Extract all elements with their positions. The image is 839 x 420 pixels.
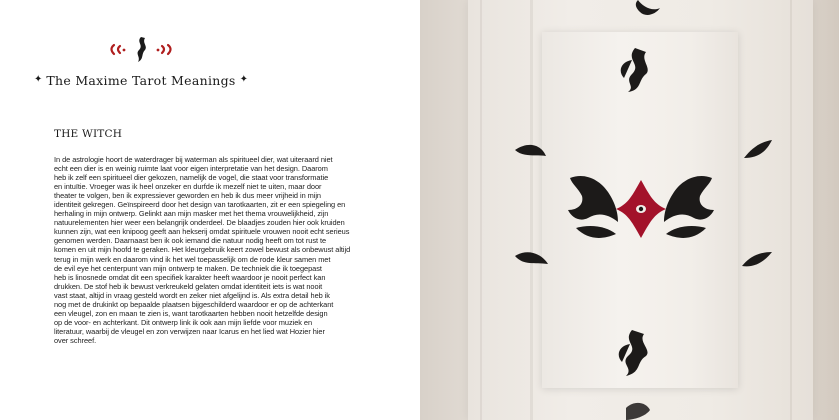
bird-emblem-icon	[108, 34, 174, 64]
article-body-line: herhaling in mijn ontwerp. Gelinkt aan mijn masker met het thema vrouwelijkheid, zijn	[54, 209, 329, 219]
article-body-line: In de astrologie hoort de waterdrager bij waterman als spiritueel dier, wat uiteraard niet	[54, 155, 333, 164]
linocut-print	[420, 0, 839, 420]
article-body-line: heb is linosnede omdat dit een specifiek karakter heeft waardoor je nooit perfect kan	[54, 272, 326, 282]
left-leaf-upper	[515, 145, 546, 156]
sparkle-icon: ✦	[34, 74, 43, 85]
article-body-line: echt een dier is en weinig ruimte laat voor eigen interpretatie van het design. Daarom	[54, 164, 328, 174]
article-body-line: en intuïtie. Vroeger was ik heel onzeker en durfde ik mezelf niet te uiten, maar door	[54, 182, 322, 192]
article-body-line: heb ik zelf een spiritueel dier gekozen, namelijk de vogel, die staat voor transformatie	[54, 173, 329, 183]
left-bird-wing	[576, 226, 616, 238]
top-edge-flame	[636, 0, 660, 15]
left-bird	[568, 176, 618, 222]
left-leaf-lower	[515, 252, 548, 264]
right-leaf-upper	[744, 140, 772, 158]
right-leaf-lower	[742, 252, 772, 266]
lower-flame-motif	[619, 330, 648, 376]
article-body-line: een vleugel, zon en maan te zien is, want tarotkaarten hebben nooit hetzelfde design	[54, 308, 328, 318]
sparkle-icon: ✦	[239, 74, 248, 85]
article-body-line: vast staat, altijd in vraag gesteld wordt en zeker niet afgelijnd is. Als extra detail heb ik	[54, 290, 330, 300]
article-body-line: terug in mijn werk en daarom vind ik het wel toepasselijk om de rode kleur samen met	[54, 254, 331, 264]
article-body-line: literatuur, waarbij de vleugel en zon verwijzen naar Icarus en het lied wat Hozier hier	[54, 326, 325, 336]
article-body-line: natuurelementen hier weer een belangrijk onderdeel. De blaadjes zouden hier ook kruiden	[54, 218, 345, 228]
article-body-line: drukken. De stof heb ik bewust verkreukeld gelaten omdat identiteit iets is wat nooit	[54, 281, 323, 291]
site-title: The Maxime Tarot Meanings	[46, 72, 236, 88]
article-body-line: de evil eye het centerpunt van mijn ontwerp te maken. De techniek die ik toegepast	[54, 263, 322, 273]
upper-flame-motif	[621, 48, 648, 92]
right-bird	[664, 176, 714, 222]
article-heading: THE WITCH	[54, 128, 123, 140]
artwork-photo	[420, 0, 839, 420]
article-body-line: nog met de drukinkt op bepaalde plaatsen bijgeschilderd waardoor er op de achterkant	[54, 299, 334, 309]
article-body-line: theater te volgen, ben ik expressiever geworden en heb ik dus meer vrijheid in mijn	[54, 191, 321, 201]
article-body-line: op de voor- en achterkant. Dit ontwerp link ik ook aan mijn liefde voor muziek en	[54, 317, 313, 327]
site-title-row	[34, 70, 248, 90]
article-body-line: kunnen zijn, wat een knipoog geeft aan hekserij omdat spirituele vrouwen nooit echt serieus	[54, 227, 350, 237]
article-body-line: over schreef.	[54, 335, 97, 345]
article-body-line: komen en uit mijn hoofd te geraken. Het kleurgebruik keert zowel bewust als onbewust altijd	[54, 245, 351, 255]
article-body-line: identiteit gekregen. Geïnspireerd door het design van tarotkaarten, zit er een spiegeling en	[54, 200, 346, 210]
right-bird-wing	[666, 226, 706, 238]
article-body-line: genomen werden. Daarnaast ben ik ook iemand die natuur nodig heeft om tot rust te	[54, 236, 327, 246]
bottom-edge-flame	[626, 403, 650, 420]
article-body	[54, 155, 394, 345]
